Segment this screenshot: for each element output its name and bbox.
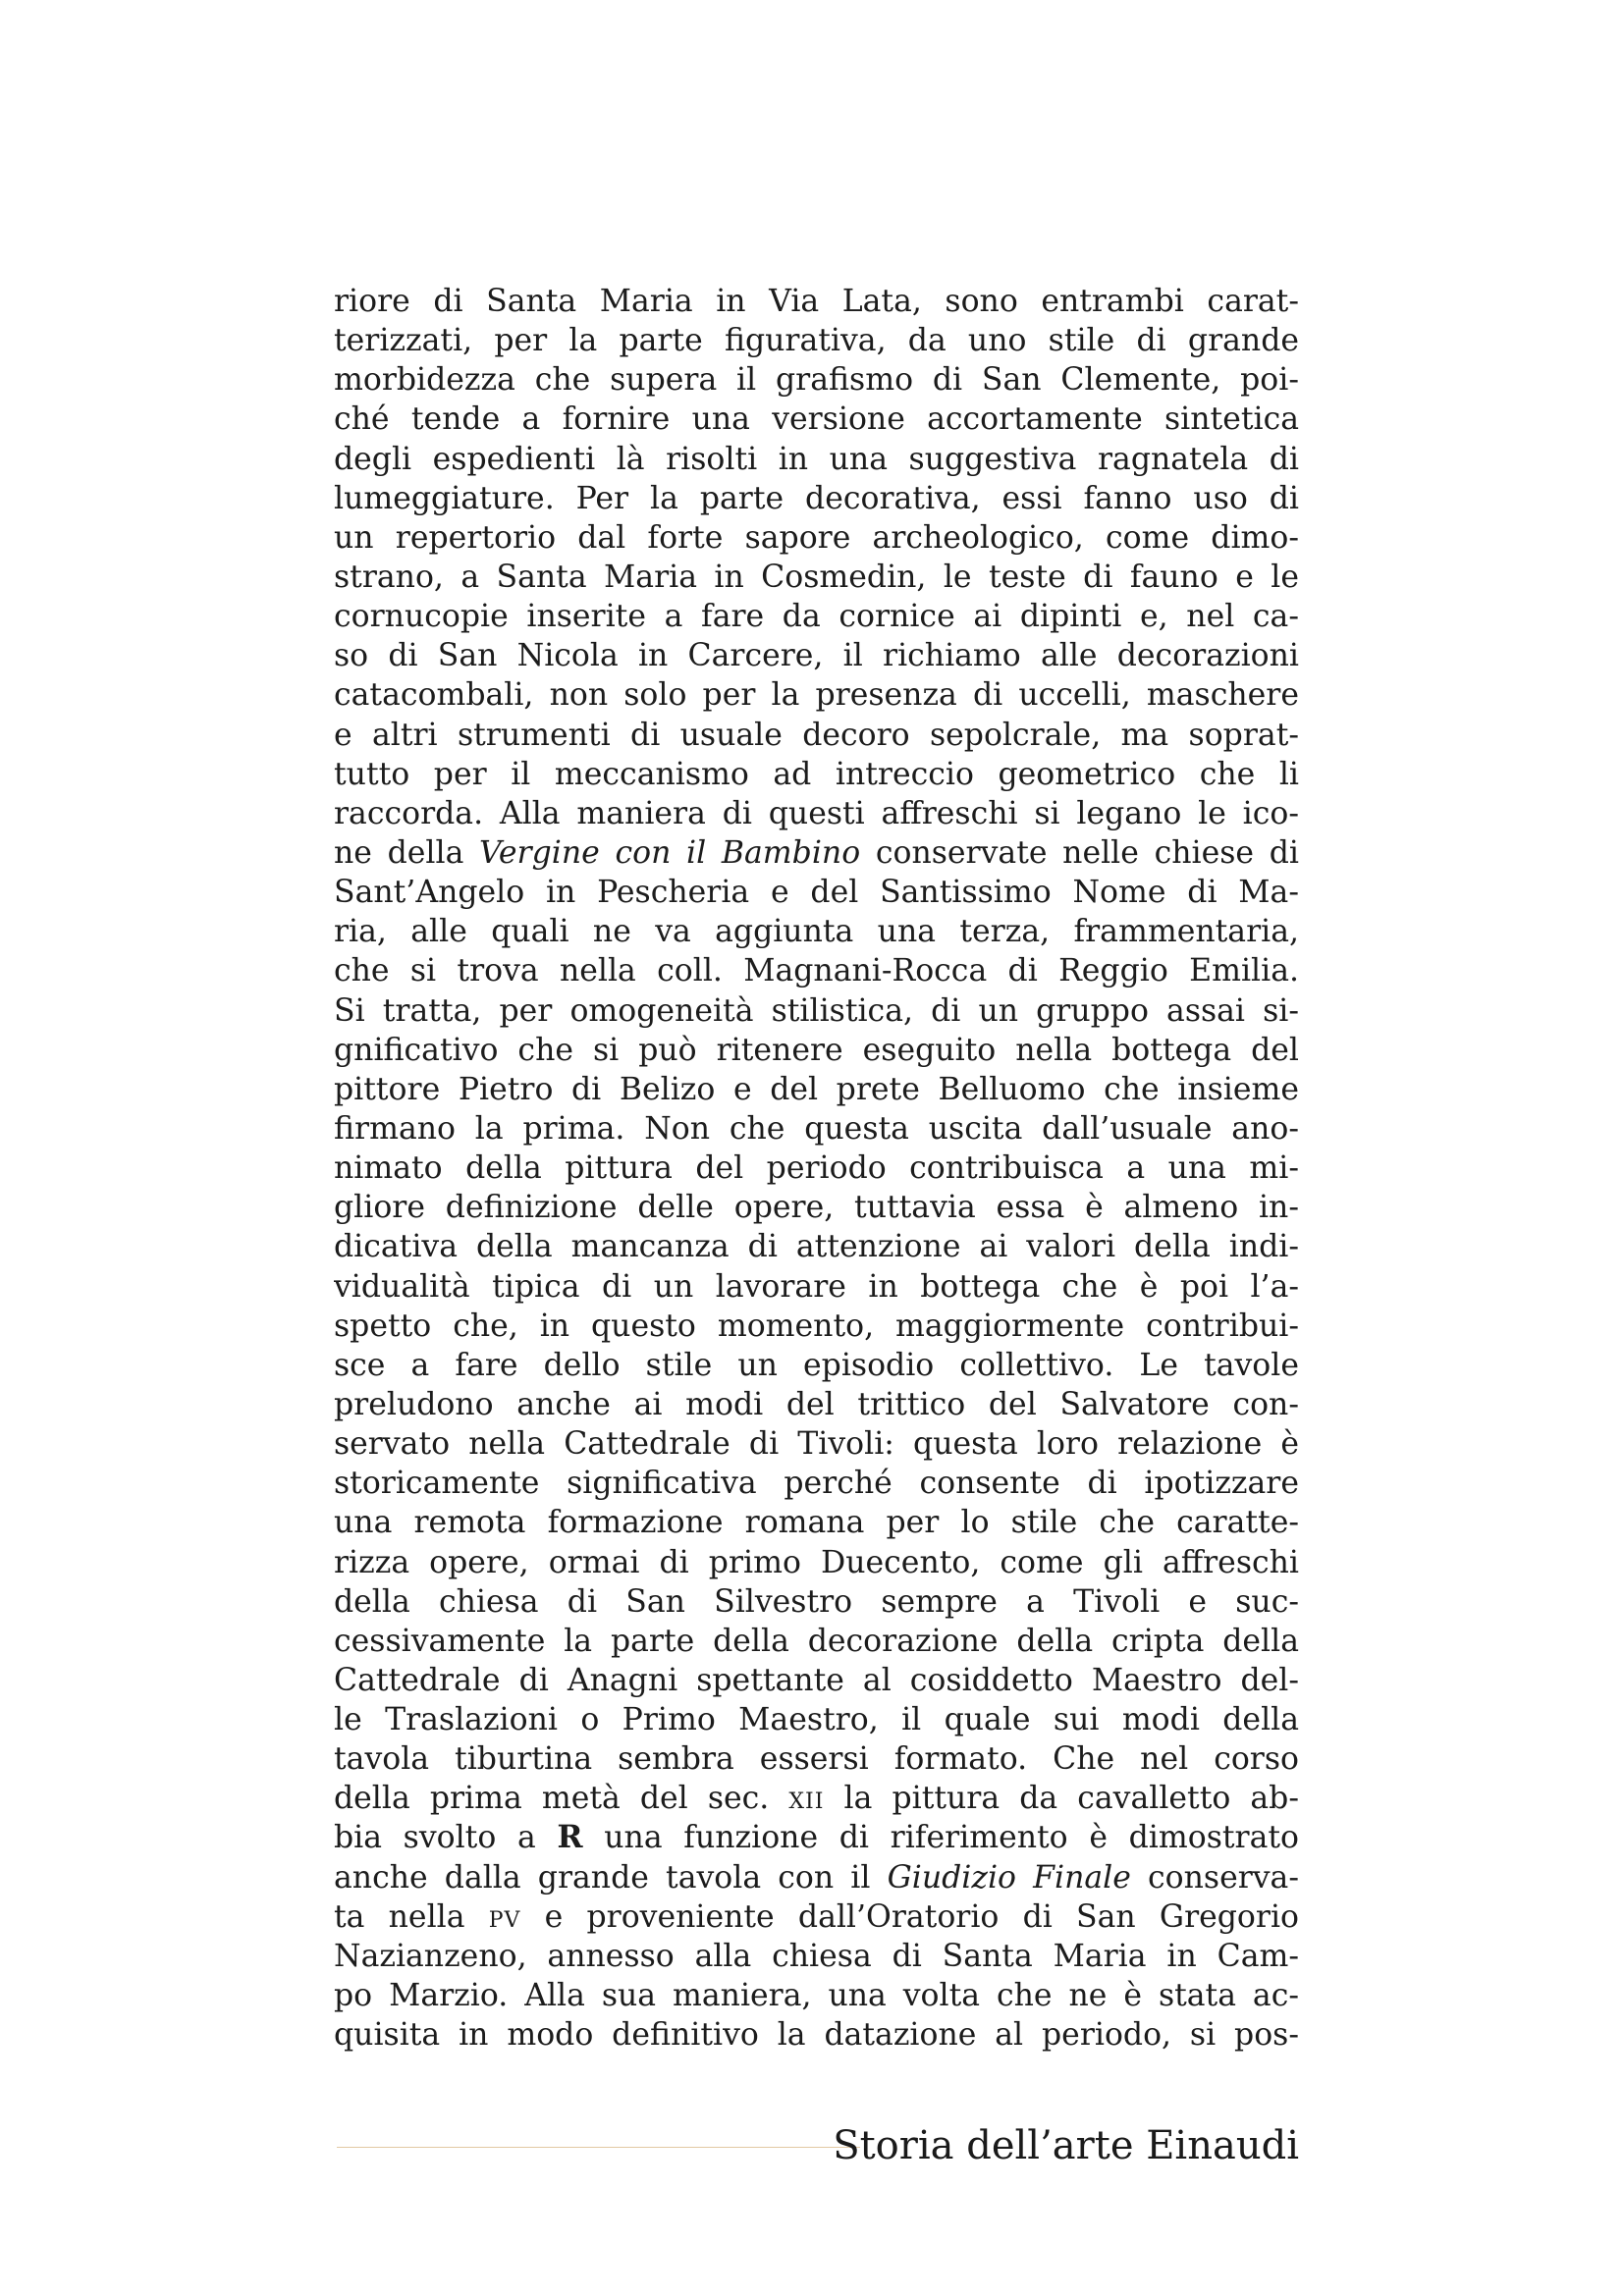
text-line: cessivamente la parte della decorazione della cripta della	[334, 1623, 1299, 1659]
text-line: una remota formazione romana per lo stile che caratte-	[334, 1505, 1299, 1541]
text-line: ria, alle quali ne va aggiunta una terza, frammentaria,	[334, 914, 1299, 950]
text-segment: ta nella	[334, 1898, 489, 1935]
text-line: riore di Santa Maria in Via Lata, sono entrambi carat-	[334, 284, 1299, 319]
text-line: Sant’Angelo in Pescheria e del Santissimo Nome di Ma-	[334, 875, 1299, 911]
artwork-title: Giudizio Finale	[887, 1859, 1131, 1896]
text-line: catacombali, non solo per la presenza di uccelli, maschere	[334, 677, 1299, 714]
text-line: lumeggiature. Per la parte decorativa, essi fanno uso di	[334, 480, 1299, 516]
text-line: tutto per il meccanismo ad intreccio geometrico che li	[334, 756, 1299, 792]
body-text	[334, 282, 1299, 2055]
text-segment: ne della	[334, 834, 480, 871]
text-line: strano, a Santa Maria in Cosmedin, le teste di fauno e le	[334, 559, 1299, 595]
text-segment: anche dalla grande tavola con il	[334, 1859, 888, 1896]
text-line: spetto che, in questo momento, maggiormente contribui-	[334, 1308, 1299, 1344]
text-line: servato nella Cattedrale di Tivoli: questa loro relazione è	[334, 1426, 1299, 1463]
text-line: dicativa della mancanza di attenzione ai valori della indi-	[334, 1229, 1299, 1265]
text-line	[334, 1897, 1299, 1937]
text-line: vidualità tipica di un lavorare in bottega che è poi l’a-	[334, 1268, 1299, 1305]
text-line: Cattedrale di Anagni spettante al cosiddetto Maestro del-	[334, 1662, 1299, 1698]
text-line: Nazianzeno, annesso alla chiesa di Santa Maria in Cam-	[334, 1938, 1299, 1974]
century-numeral: xii	[788, 1781, 825, 1817]
text-line: che si trova nella coll. Magnani-Rocca di Reggio Emilia.	[334, 953, 1299, 989]
text-line: della chiesa di San Silvestro sempre a Tivoli e suc-	[334, 1583, 1299, 1620]
text-segment: e proveniente dall’Oratorio di San Gregorio	[520, 1898, 1299, 1935]
text-segment: conservate nelle chiese di	[860, 834, 1299, 871]
abbreviation-rome: R	[557, 1819, 583, 1856]
text-line: terizzati, per la parte figurativa, da uno stile di grande	[334, 323, 1299, 359]
text-line: po Marzio. Alla sua maniera, una volta che ne è stata ac-	[334, 1978, 1299, 2014]
text-line: ché tende a fornire una versione accortamente sintetica	[334, 401, 1299, 438]
footer-rule	[337, 2147, 860, 2148]
text-line: quisita in modo definitivo la datazione al periodo, si pos-	[334, 2017, 1299, 2054]
text-segment: bia svolto a	[334, 1820, 558, 1856]
text-segment: della prima metà del sec.	[334, 1781, 789, 1817]
text-line: le Traslazioni o Primo Maestro, il quale sui modi della	[334, 1702, 1299, 1738]
abbreviation-pv: pv	[488, 1898, 521, 1935]
text-line: cornucopie inserite a fare da cornice ai dipinti e, nel ca-	[334, 599, 1299, 635]
footer-title: Storia dell’arte Einaudi	[833, 2123, 1299, 2168]
text-line	[334, 1858, 1299, 1897]
text-line: firmano la prima. Non che questa uscita dall’usuale ano-	[334, 1110, 1299, 1147]
text-line: raccorda. Alla maniera di questi affreschi si legano le ico-	[334, 795, 1299, 831]
text-line: gnificativo che si può ritenere eseguito nella bottega del	[334, 1032, 1299, 1068]
text-line: gliore definizione delle opere, tuttavia essa è almeno in-	[334, 1190, 1299, 1226]
text-line: e altri strumenti di usuale decoro sepolcrale, ma soprat-	[334, 717, 1299, 753]
text-line: rizza opere, ormai di primo Duecento, come gli affreschi	[334, 1544, 1299, 1580]
text-segment: la pittura da cavalletto ab-	[824, 1781, 1299, 1817]
text-line	[334, 1818, 1299, 1857]
artwork-title: Vergine con il Bambino	[479, 834, 861, 871]
text-line: un repertorio dal forte sapore archeologico, come dimo-	[334, 519, 1299, 556]
text-line: storicamente significativa perché consente di ipotizzare	[334, 1466, 1299, 1502]
text-line: preludono anche ai modi del trittico del Salvatore con-	[334, 1386, 1299, 1422]
text-line: sce a fare dello stile un episodio collettivo. Le tavole	[334, 1347, 1299, 1383]
text-segment: conserva-	[1130, 1859, 1299, 1896]
text-line: morbidezza che supera il grafismo di San Clemente, poi-	[334, 362, 1299, 399]
text-line: Si tratta, per omogeneità stilistica, di un gruppo assai si-	[334, 992, 1299, 1029]
text-line: so di San Nicola in Carcere, il richiamo alle decorazioni	[334, 638, 1299, 674]
text-segment: una funzione di riferimento è dimostrato	[582, 1820, 1299, 1856]
text-line	[334, 833, 1299, 873]
text-line: tavola tiburtina sembra essersi formato. Che nel corso	[334, 1741, 1299, 1778]
text-line	[334, 1779, 1299, 1818]
text-line: pittore Pietro di Belizo e del prete Belluomo che insieme	[334, 1071, 1299, 1107]
text-line: degli espedienti là risolti in una suggestiva ragnatela di	[334, 441, 1299, 477]
text-line: nimato della pittura del periodo contribuisca a una mi-	[334, 1150, 1299, 1187]
